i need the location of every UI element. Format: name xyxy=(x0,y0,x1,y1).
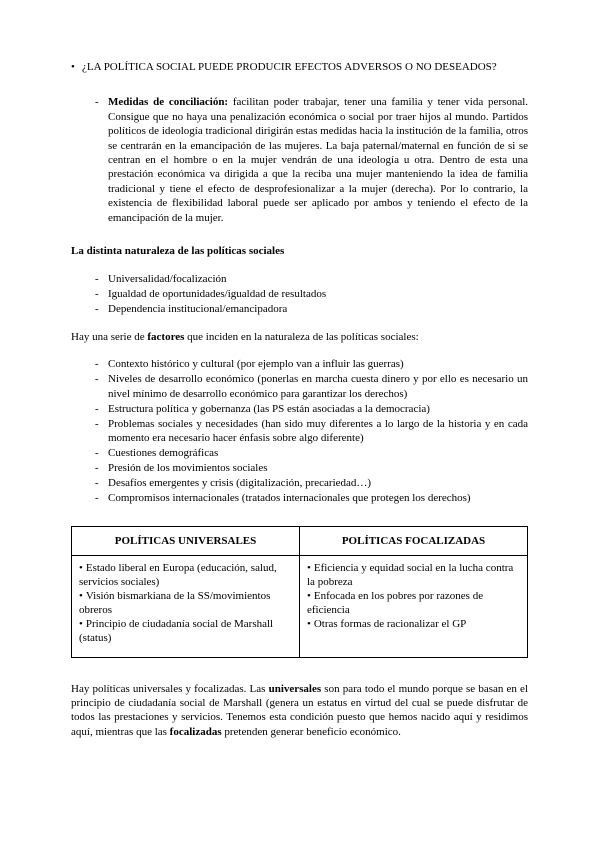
list-item xyxy=(95,402,528,416)
closing-mid: son para todo el mundo porque se basan en el principio de ciudadanía social de Marshall (genera un estatus en virtud del cual se puede disfrutar de todos las prestaciones y servicios. Tenemos esta condición puesto que hemos nacido aquí y residimos aquí, mientras que las xyxy=(71,682,528,738)
list-item xyxy=(95,287,528,301)
bullet-marker: • xyxy=(79,561,83,574)
table-bullet-item xyxy=(79,617,291,645)
dash-marker: - xyxy=(95,358,99,371)
table-bullet-item xyxy=(307,617,519,631)
factors-intro xyxy=(71,330,528,344)
list-item-text: Universalidad/focalización xyxy=(108,273,227,286)
dash-marker: - xyxy=(95,462,99,475)
table-item-text: Otras formas de racionalizar el GP xyxy=(313,617,467,630)
closing-pre: Hay políticas universales y focalizadas. Las xyxy=(71,682,269,695)
dash-marker: - xyxy=(95,492,99,505)
title-bullet-marker: • xyxy=(71,61,75,73)
list-item-text: Cuestiones demográficas xyxy=(108,447,219,460)
table-bullet-item xyxy=(79,561,291,589)
list-item-text: Igualdad de oportunidades/igualdad de resultados xyxy=(108,288,327,301)
table-bullet-item xyxy=(79,589,291,617)
dash-marker: - xyxy=(95,273,99,286)
factors-intro-bold: factores xyxy=(147,330,185,343)
table-cell-universales xyxy=(72,555,300,657)
list-item xyxy=(95,372,528,401)
list-item-text: Compromisos internacionales (tratados internacionales que protegen los derechos) xyxy=(108,492,471,505)
paragraph-conciliacion-text xyxy=(108,95,528,225)
list-item xyxy=(95,461,528,475)
conciliacion-lead-bold: Medidas de conciliación: xyxy=(108,96,229,109)
list-item xyxy=(95,272,528,286)
list-item xyxy=(95,302,528,316)
dash-marker: - xyxy=(95,303,99,316)
list-item xyxy=(95,491,528,505)
dash-marker: - xyxy=(95,373,99,386)
list-item-text: Estructura política y gobernanza (las PS están asociadas a la democracia) xyxy=(108,402,430,415)
dash-marker: - xyxy=(95,417,99,430)
list-item xyxy=(95,417,528,446)
table-header-row xyxy=(72,526,528,555)
list-item-text: Contexto histórico y cultural (por ejemplo van a influir las guerras) xyxy=(108,358,404,371)
bullet-marker: • xyxy=(307,561,311,574)
table-bullet-item xyxy=(307,561,519,589)
table-header-focalizadas: POLÍTICAS FOCALIZADAS xyxy=(300,526,528,555)
list-item xyxy=(95,476,528,490)
list-item xyxy=(95,357,528,371)
table-item-text: Estado liberal en Europa (educación, salud, servicios sociales) xyxy=(79,561,277,588)
naturaleza-list xyxy=(95,272,528,316)
document-title xyxy=(71,60,528,74)
table-cell-focalizadas xyxy=(300,555,528,657)
section-heading-naturaleza: La distinta naturaleza de las políticas sociales xyxy=(71,245,285,258)
paragraph-conciliacion xyxy=(95,95,528,225)
dash-marker: - xyxy=(95,477,99,490)
dash-marker: - xyxy=(95,402,99,415)
closing-bold-focalizadas: focalizadas xyxy=(169,725,222,738)
list-item-text: Presión de los movimientos sociales xyxy=(108,462,268,475)
closing-paragraph xyxy=(71,682,528,740)
bullet-marker: • xyxy=(307,617,311,630)
dash-marker: - xyxy=(95,288,99,301)
closing-bold-universales: universales xyxy=(268,682,322,695)
list-item-text: Desafíos emergentes y crisis (digitalización, precariedad…) xyxy=(108,477,372,490)
list-item xyxy=(95,446,528,460)
table-item-text: Eficiencia y equidad social en la lucha contra la pobreza xyxy=(307,561,514,588)
list-item-text: Dependencia institucional/emancipadora xyxy=(108,303,288,316)
conciliacion-body-text: facilitan poder trabajar, tener una familia y tener vida personal. Consigue que no haya una penalización económica o social por traer hijos al mundo. Partidos políticos de ideología tradicional dirigirán estas medidas hacia la institución de la familia, otros se centrarán en la emancipación de las mujeres. La baja paternal/maternal en función de si se centran en el hombre o en la mujer vendrán de una ideología u otra. Dentro de esta una prestación económica va dirigida a que la reciba una mujer manteniendo la idea de familia tradicional y tiene el efecto de desprofesionalizar a la mujer (derecha). Por lo contrario, la existencia de flexibilidad laboral puede ser aplicado por ambos y teniendo el efecto de la emancipación de la mujer. xyxy=(108,96,529,224)
factors-intro-post: que inciden en la naturaleza de las políticas sociales: xyxy=(184,330,419,343)
factors-intro-pre: Hay una serie de xyxy=(71,330,148,343)
table-item-text: Enfocada en los pobres por razones de eficiencia xyxy=(307,589,484,616)
policies-table xyxy=(71,526,528,658)
dash-marker: - xyxy=(95,96,99,109)
bullet-marker: • xyxy=(79,589,83,602)
bullet-marker: • xyxy=(307,589,311,602)
table-bullet-item xyxy=(307,589,519,617)
dash-marker: - xyxy=(95,447,99,460)
table-item-text: Principio de ciudadanía social de Marshall (status) xyxy=(79,617,274,644)
factors-list xyxy=(95,357,528,505)
table-body-row xyxy=(72,555,528,657)
bullet-marker: • xyxy=(79,617,83,630)
table-header-universales: POLÍTICAS UNIVERSALES xyxy=(72,526,300,555)
closing-post: pretenden generar beneficio económico. xyxy=(221,725,401,738)
list-item-text: Problemas sociales y necesidades (han sido muy diferentes a lo largo de la historia y en cada momento era necesario hacer énfasis sobre algo diferente) xyxy=(108,417,528,445)
list-item-text: Niveles de desarrollo económico (ponerlas en marcha cuesta dinero y por ello es necesario un nivel mínimo de desarrollo económico para garantizar los derechos) xyxy=(108,373,528,400)
document-title-text: ¿LA POLÍTICA SOCIAL PUEDE PRODUCIR EFECTOS ADVERSOS O NO DESEADOS? xyxy=(82,61,497,73)
table-item-text: Visión bismarkiana de la SS/movimientos obreros xyxy=(79,589,271,616)
